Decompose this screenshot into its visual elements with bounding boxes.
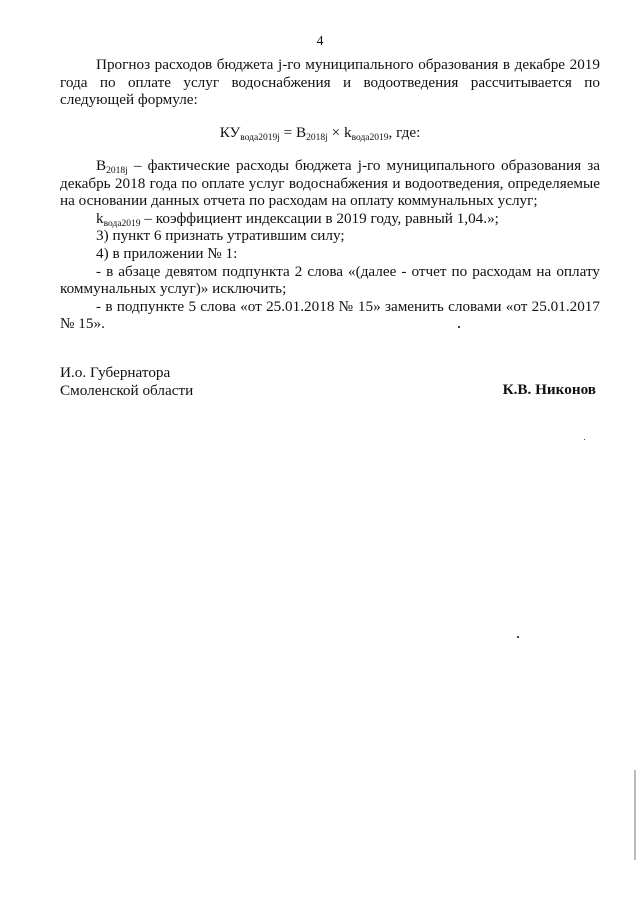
- definition-b: [60, 157, 600, 210]
- scan-speck: [584, 439, 585, 440]
- definition-k: [60, 210, 600, 228]
- def-k-text: – коэффициент индексации в 2019 году, равный 1,04.»;: [140, 209, 499, 227]
- page-number: 4: [316, 34, 324, 49]
- formula-tail: , где:: [388, 124, 421, 141]
- bullet-1: - в абзаце девятом подпункта 2 слова «(далее - отчет по расходам на оплату коммунальных услуг)» исключить;: [60, 262, 600, 298]
- formula-eq: = В: [279, 124, 307, 141]
- def-k-symbol: k: [96, 209, 104, 227]
- intro-text: Прогноз расходов бюджета j-го муниципального образования в декабре 2019 года по оплате услуг водоснабжения и водоотведения рассчитывается по следующей формуле:: [60, 56, 600, 109]
- item-4: 4) в приложении № 1:: [96, 244, 238, 262]
- scan-edge-mark: [634, 770, 636, 860]
- item-3: 3) пункт 6 признать утратившим силу;: [96, 227, 345, 245]
- intro-paragraph: [60, 56, 600, 109]
- scan-speck: [517, 636, 519, 638]
- signatory-name: К.В. Никонов: [502, 381, 596, 398]
- formula-lhs-sub: вода2019j: [240, 133, 280, 143]
- scan-speck: [458, 326, 460, 328]
- formula-times: × k: [327, 124, 352, 141]
- def-b-sub: 2018j: [106, 166, 128, 176]
- def-b-text: – фактические расходы бюджета j-го муниципального образования за декабрь 2018 года по оплате услуг водоснабжения и водоотведения, определяемые на основании данных отчета по расходам на оплату коммунальных услуг;: [60, 157, 600, 210]
- formula: [0, 124, 640, 142]
- def-b-symbol: В: [96, 157, 107, 174]
- formula-b-sub: 2018j: [306, 133, 328, 143]
- bullet-2: - в подпункте 5 слова «от 25.01.2018 № 15» заменить словами «от 25.01.2017 № 15».: [60, 297, 600, 333]
- signatory-title-line2: Смоленской области: [60, 381, 194, 399]
- signatory-title-line1: И.о. Губернатора: [60, 364, 171, 381]
- formula-lhs: КУ: [219, 124, 241, 141]
- signatory-title: [60, 364, 193, 399]
- formula-k-sub: вода2019: [351, 133, 389, 143]
- definitions-block: [60, 157, 600, 333]
- def-k-sub: вода2019: [103, 218, 141, 229]
